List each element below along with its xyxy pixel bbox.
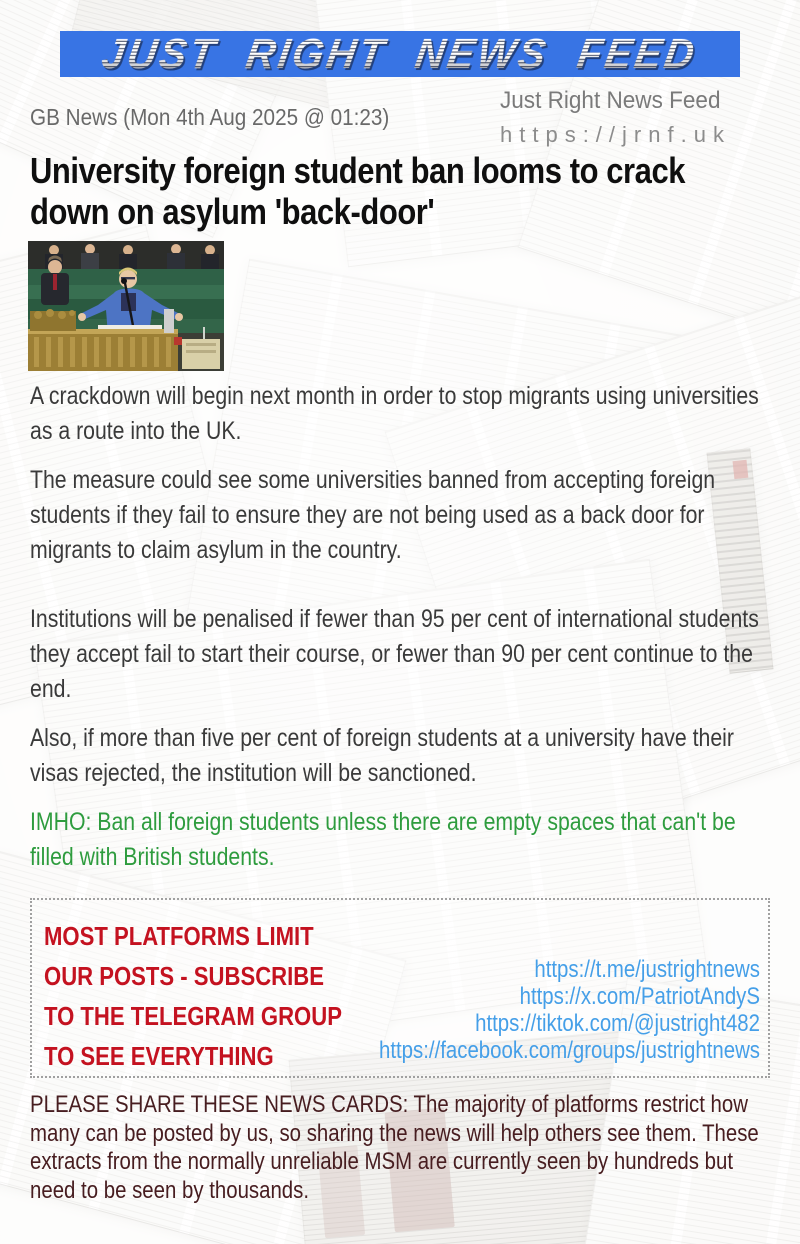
article-paragraph: A crackdown will begin next month in order to stop migrants using universities as a route into the UK.	[30, 382, 759, 445]
subscribe-box	[30, 898, 770, 1078]
banner	[60, 31, 740, 77]
subscribe-message-line: OUR POSTS - SUBSCRIBE	[44, 961, 324, 991]
article-photo	[28, 241, 224, 371]
x-link[interactable]: https://x.com/PatriotAndyS	[519, 983, 760, 1010]
source-date-line: GB News (Mon 4th Aug 2025 @ 01:23)	[30, 104, 390, 130]
article-paragraph: Also, if more than five per cent of foreign students at a university have their visas rejected, the institution will be sanctioned.	[30, 724, 734, 787]
telegram-link[interactable]: https://t.me/justrightnews	[534, 956, 760, 983]
share-plea-text: PLEASE SHARE THESE NEWS CARDS: The majority of platforms restrict how many can be posted by us, so sharing the news will help others see them. These extracts from the normally unreliable MSM are currently seen by hundreds but need to be seen by thousands.	[30, 1091, 759, 1204]
house-of-commons-photo	[28, 241, 224, 371]
article-headline: University foreign student ban looms to crack down on asylum 'back-door'	[30, 150, 686, 232]
article-paragraph: The measure could see some universities banned from accepting foreign students if they fail to ensure they are not being used as a back door for migrants to claim asylum in the country.	[30, 466, 716, 564]
brand-url-link[interactable]: https://jrnf.uk	[500, 122, 731, 147]
subscribe-message-line: TO SEE EVERYTHING	[44, 1041, 274, 1071]
brand-block	[500, 87, 800, 148]
banner-title: JUST RIGHT NEWS FEED	[99, 30, 701, 77]
article-body	[30, 379, 778, 889]
editor-opinion-note: IMHO: Ban all foreign students unless there are empty spaces that can't be filled with British students.	[30, 808, 736, 871]
facebook-link[interactable]: https://facebook.com/groups/justrightnews	[379, 1037, 760, 1064]
tiktok-link[interactable]: https://tiktok.com/@justright482	[475, 1010, 760, 1037]
brand-name: Just Right News Feed	[500, 87, 721, 114]
article-paragraph: Institutions will be penalised if fewer than 95 per cent of international students they accept fail to start their course, or fewer than 90 per cent continue to the end.	[30, 605, 759, 703]
social-links	[216, 956, 760, 1064]
subscribe-message-line: MOST PLATFORMS LIMIT	[44, 921, 314, 951]
subscribe-message-line: TO THE TELEGRAM GROUP	[44, 1001, 342, 1031]
